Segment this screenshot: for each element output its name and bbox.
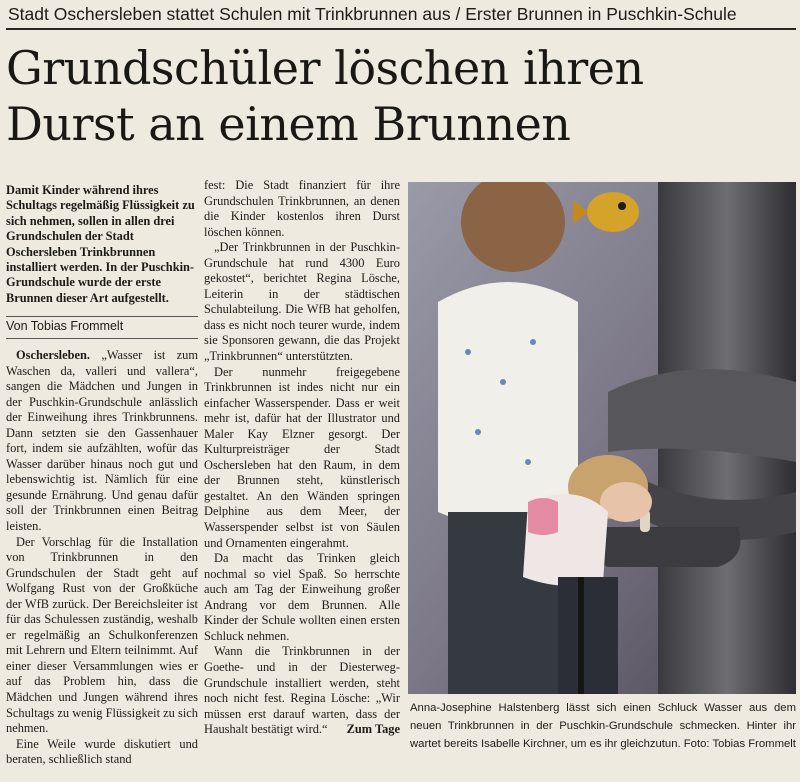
paragraph: fest: Die Stadt finanziert für ihre Grundschulen Trinkbrunnen, an denen die Kinder kostenlos ihren Durst löschen können.: [204, 178, 400, 239]
paragraph: „Der Trinkbrunnen in der Puschkin-Grundschule hat rund 4300 Euro gekostet“, berichtet Regina Lösche, Leiterin in der städtischen Schulabteilung. Die WfB hat geholfen, dass es nicht noch teurer wurde, indem sie Sponsoren gewann, die das Projekt „Trinkbrunnen“ unterstützten.: [204, 240, 400, 364]
paragraph: Eine Weile wurde diskutiert und beraten, schließlich stand: [6, 736, 198, 767]
signoff: Zum Tage: [346, 722, 400, 737]
paragraph: Da macht das Trinken gleich nochmal so viel Spaß. So herrschte auch am Tag der Einweihung großer Andrang vor dem Brunnen. Alle Kinder der Schule wollten einen ersten Schluck nehmen.: [204, 551, 400, 643]
photo-illustration: [408, 182, 796, 694]
author-rule-bottom: [6, 338, 198, 339]
author-rule-top: [6, 316, 198, 317]
body-column-1: [6, 348, 198, 768]
paragraph: Der Vorschlag für die Installation von Trinkbrunnen in den Grundschulen der Stadt geht auf Wolfgang Rust von der Großküche der WfB zurück. Der Bereichsleiter ist für das Schulessen zuständig, weshalb er regelmäßig an Schulkonferenzen mit Lehrern und Eltern teilnimmt. Auf einer dieser Versammlungen wies er auf das Problem hin, dass die Mädchen und Jungen während ihres Schultags zu wenig Flüssigkeit zu sich nehmen.: [6, 534, 198, 736]
headline-line-2: Durst an einem Brunnen: [6, 97, 571, 151]
paragraph: [204, 644, 400, 737]
kicker-line: Stadt Oschersleben stattet Schulen mit Trinkbrunnen aus / Erster Brunnen in Puschkin-Schule: [6, 2, 796, 30]
photo-caption: Anna-Josephine Halstenberg lässt sich einen Schluck Wasser aus dem neuen Trinkbrunnen in der Puschkin-Grundschule schmecken. Hinter ihr wartet bereits Isabelle Kirchner, um es ihr gleichzutun. Foto: Tobias Frommelt: [410, 702, 796, 750]
paragraph-text: Wann die Trinkbrunnen in der Goethe- und in der Diesterweg-Grundschule installiert werden, steht noch nicht fest. Regina Lösche: „Wir müssen erst darauf warten, dass der Haushalt bestätigt wird.“: [204, 644, 400, 737]
article-photo: [408, 182, 796, 694]
dateline: Oschersleben.: [16, 348, 90, 362]
paragraph: Der nunmehr freigegebene Trinkbrunnen ist indes nicht nur ein einfacher Wasserspender. Dass er weit mehr ist, dafür hat der Illustrator und Maler Kay Elzner gesorgt. Der Kulturpreisträger der Stadt Oschersleben hat den Raum, in dem der Brunnen steht, künstlerisch gestaltet. An den Wänden springen Delphine aus dem Meer, der Wasserspender selbst ist von Säulen und Ornamenten eingerahmt.: [204, 364, 400, 550]
lead-paragraph: Damit Kinder während ihres Schultags regelmäßig Flüssigkeit zu sich nehmen, sollen in allen drei Grundschulen der Stadt Oschersleben Trinkbrunnen installiert werden. In der Puschkin-Grundschule wurde der erste Brunnen dieser Art aufgestellt.: [6, 183, 195, 305]
paragraph-text: „Wasser ist zum Waschen da, valleri und vallera“, sangen die Mädchen und Jungen in der Puschkin-Grundschule anlässlich der Einweihung ihres Trinkbrunnens. Dann setzten sie den Gassenhauer fort, indem sie aufzählten, wofür das Wasser darüber hinaus noch gut und lebenswichtig ist. Nämlich für eine gesunde Ernährung. Und genau dafür soll der Trinkbrunnen einen Beitrag leisten.: [6, 348, 198, 534]
headline: [6, 40, 796, 152]
body-column-2: [204, 178, 400, 738]
author-byline: Von Tobias Frommelt: [6, 319, 124, 333]
headline-line-1: Grundschüler löschen ihren: [6, 41, 644, 95]
paragraph: [6, 348, 198, 535]
